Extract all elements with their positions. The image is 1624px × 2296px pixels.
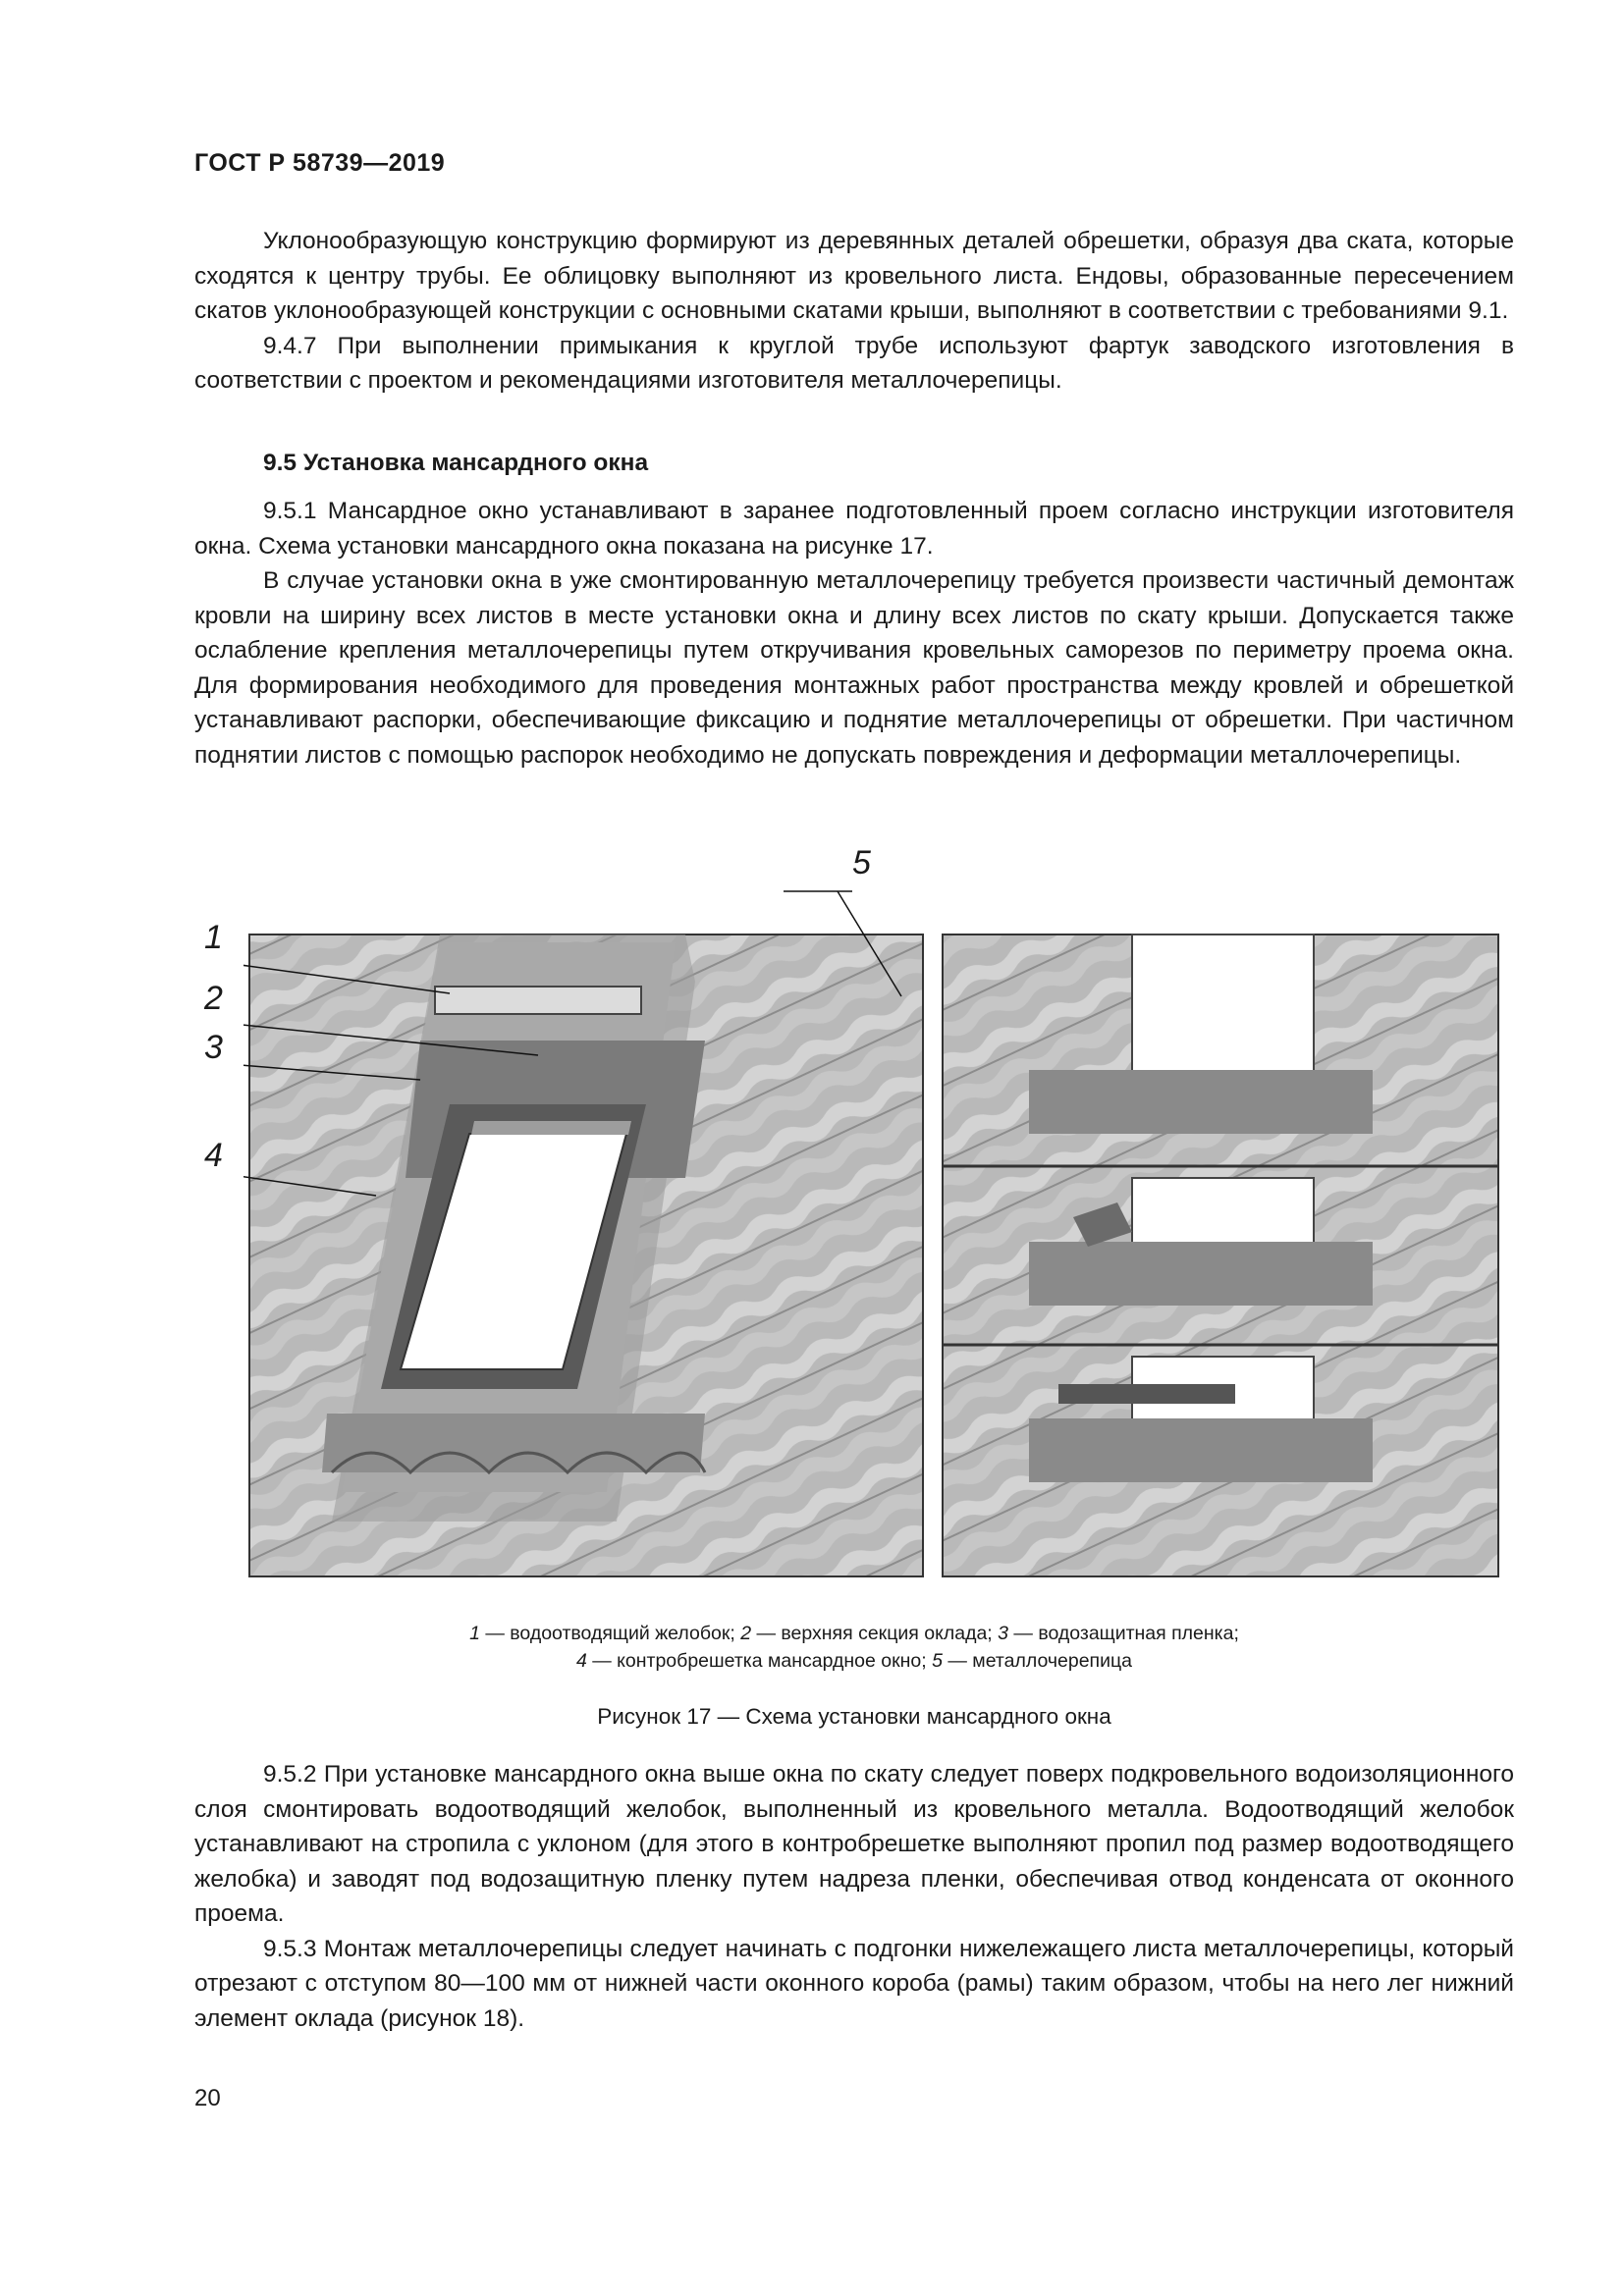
legend-text: — металлочерепица (942, 1650, 1133, 1672)
intro-text (194, 224, 1514, 399)
paragraph: 9.5.3 Монтаж металлочерепицы следует начинать с подгонки нижележащего листа металлочерепицы, который отрезают с отступом 80—100 мм от нижней части оконного короба (рамы) таким образом, чтобы на него лег нижний элемент оклада (рисунок 18). (194, 1935, 1514, 2032)
paragraph: 9.5.2 При установке мансардного окна выше окна по скату следует поверх подкровельного водоизоляционного слоя смонтировать водоотводящий желобок, выполненный из кровельного металла. Водоотводящий желобок устанавливают на стропила с уклоном (для этого в контробрешетке выполняют пропил под размер водоотводящего желобка) и заводят под водозащитную пленку путем надреза пленки, обеспечивая отвод конденсата от оконного проема. (194, 1761, 1514, 1927)
legend-number: 3 (998, 1623, 1008, 1644)
callout-1: 1 (204, 919, 223, 956)
legend-text: — водоотводящий желобок; (479, 1623, 741, 1644)
page-number: 20 (194, 2085, 221, 2111)
body-text-after-figure (194, 1757, 1514, 2036)
section-text (194, 494, 1514, 773)
callout-3: 3 (204, 1029, 223, 1066)
legend-number: 4 (575, 1650, 587, 1672)
roof-window-illustration (244, 844, 1504, 1580)
water-drain-gutter (435, 987, 641, 1014)
figure-17 (204, 844, 1504, 1580)
paragraph: Уклонообразующую конструкцию формируют из деревянных деталей обрешетки, образуя два ската, которые сходятся к центру трубы. Ее облицовку выполняют из кровельного листа. Ендовы, образованные пересечением скатов уклонообразующей конструкции с основными скатами крыши, выполняют в соответствии с требованиями 9.1. (194, 228, 1514, 324)
step-panels (943, 934, 1498, 1576)
lower-flashing (322, 1414, 705, 1472)
legend-text: — контробрешетка мансардное окно; (586, 1650, 933, 1672)
legend-text: — верхняя секция оклада; (751, 1623, 999, 1644)
paragraph: 9.4.7 При выполнении примыкания к круглой трубе используют фартук заводского изготовления в соответствии с проектом и рекомендациями изготовителя металлочерепицы. (194, 332, 1514, 394)
figure-caption: Рисунок 17 — Схема установки мансардного окна (597, 1704, 1111, 1729)
callout-5: 5 (852, 844, 871, 881)
section-heading: 9.5 Установка мансардного окна (263, 450, 649, 476)
legend-number: 5 (932, 1650, 943, 1672)
legend-text: — водозащитная пленка; (1007, 1623, 1239, 1644)
document-header: ГОСТ Р 58739—2019 (194, 149, 446, 177)
callout-2: 2 (204, 980, 223, 1017)
legend-number: 2 (740, 1623, 752, 1644)
figure-legend-line-2 (194, 1647, 1514, 1675)
callout-4: 4 (204, 1137, 223, 1174)
legend-number: 1 (469, 1623, 480, 1644)
main-panel (249, 934, 923, 1576)
figure-legend-line-1 (194, 1620, 1514, 1647)
paragraph: 9.5.1 Мансардное окно устанавливают в заранее подготовленный проем согласно инструкции изготовителя окна. Схема установки мансардного окна показана на рисунке 17. (194, 498, 1514, 560)
paragraph: В случае установки окна в уже смонтированную металлочерепицу требуется произвести частичный демонтаж кровли на ширину всех листов в месте установки окна и длину всех листов по скату крыши. Допускается также ослабление крепления металлочерепицы путем откручивания кровельных саморезов по периметру проема окна. Для формирования необходимого для проведения монтажных работ пространства между кровлей и обрешеткой устанавливают распорки, обеспечивающие фиксацию и поднятие металлочерепицы от обрешетки. При частичном поднятии листов с помощью распорок необходимо не допускать повреждения и деформации металлочерепицы. (194, 567, 1514, 769)
